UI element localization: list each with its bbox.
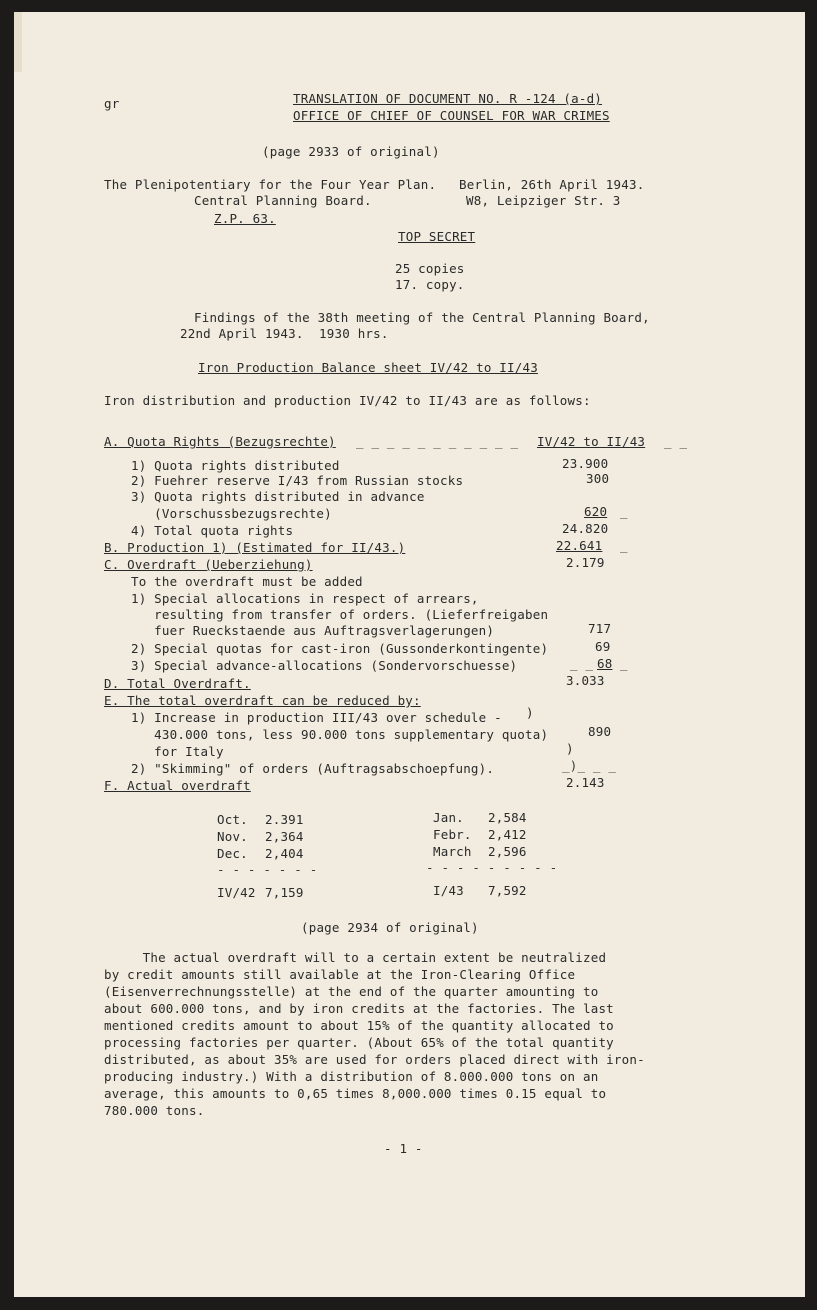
c-item-2-value: 69 xyxy=(595,639,611,654)
office-title: OFFICE OF CHIEF OF COUNSEL FOR WAR CRIMES xyxy=(293,108,610,123)
c-item-2: 2) Special quotas for cast-iron (Gussonderkontingente) xyxy=(131,641,549,656)
left-total-label: IV/42 xyxy=(217,885,256,900)
e-item-1-value: 890 xyxy=(588,724,612,739)
findings-line-2: 22nd April 1943. 1930 hrs. xyxy=(180,326,389,341)
balance-sheet-title: Iron Production Balance sheet IV/42 to II/43 xyxy=(198,360,538,375)
month-dec: Dec. xyxy=(217,846,248,861)
section-f-value: 2.143 xyxy=(566,775,605,790)
section-d-value: 3.033 xyxy=(566,673,605,688)
page-ref-mid: (page 2934 of original) xyxy=(301,920,479,935)
leader-dashes-e2: _)_ _ _ xyxy=(562,758,617,773)
paragraph-line: about 600.000 tons, and by iron credits at the factories. The last xyxy=(104,1001,614,1016)
section-e-label: E. The total overdraft can be reduced by: xyxy=(104,693,421,708)
paper-edge xyxy=(14,12,22,72)
c-intro: To the overdraft must be added xyxy=(131,574,363,589)
letterhead-sender: The Plenipotentiary for the Four Year Plan. xyxy=(104,177,437,192)
paragraph-line: The actual overdraft will to a certain extent be neutralized xyxy=(104,950,607,965)
c-item-1: 1) Special allocations in respect of arrears, xyxy=(131,591,479,606)
leader-dashes-end: _ _ xyxy=(664,434,688,449)
month-mar: March xyxy=(433,844,472,859)
a-item-2-value: 300 xyxy=(586,471,610,486)
letterhead-board: Central Planning Board. xyxy=(194,193,372,208)
a-item-3-value: 620 xyxy=(584,504,608,519)
e-item-2: 2) "Skimming" of orders (Auftragsabschoepfung). xyxy=(131,761,495,776)
right-total-value: 7,592 xyxy=(488,883,527,898)
translation-title: TRANSLATION OF DOCUMENT NO. R -124 (a-d) xyxy=(293,91,603,106)
reference-number: Z.P. 63. xyxy=(214,211,276,226)
typist-initials: gr xyxy=(104,96,120,111)
underline-mark: _ xyxy=(620,538,628,553)
paragraph-line: average, this amounts to 0,65 times 8,000.000 times 0.15 equal to xyxy=(104,1086,607,1101)
month-nov-value: 2,364 xyxy=(265,829,304,844)
paragraph-line: distributed, as about 35% are used for orders placed direct with iron- xyxy=(104,1052,645,1067)
c-item-3-value: 68 xyxy=(597,656,613,671)
month-nov: Nov. xyxy=(217,829,248,844)
letterhead-address: W8, Leipziger Str. 3 xyxy=(466,193,621,208)
month-oct-value: 2.391 xyxy=(265,812,304,827)
paragraph-line: producing industry.) With a distribution of 8.000.000 tons on an xyxy=(104,1069,599,1084)
letterhead-date: Berlin, 26th April 1943. xyxy=(459,177,645,192)
c-item-1-value: 717 xyxy=(588,621,612,636)
leader-dashes: _ _ _ _ _ _ _ _ _ _ _ xyxy=(356,434,519,449)
a-item-1-value: 23.900 xyxy=(562,456,609,471)
section-b-label: B. Production 1) (Estimated for II/43.) xyxy=(104,540,406,555)
month-feb: Febr. xyxy=(433,827,472,842)
c-item-1-cont-2: fuer Rueckstaende aus Auftragsverlagerungen) xyxy=(131,623,495,638)
month-feb-value: 2,412 xyxy=(488,827,527,842)
paragraph-line: (Eisenverrechnungsstelle) at the end of the quarter amounting to xyxy=(104,984,599,999)
paragraph-line: mentioned credits amount to about 15% of the quantity allocated to xyxy=(104,1018,614,1033)
a-item-1: 1) Quota rights distributed xyxy=(131,458,340,473)
a-item-3-cont: (Vorschussbezugsrechte) xyxy=(131,506,332,521)
section-c-label: C. Overdraft (Ueberziehung) xyxy=(104,557,313,572)
month-mar-value: 2,596 xyxy=(488,844,527,859)
leader-dashes-short: _ _ xyxy=(570,656,594,671)
bracket-mark: ) xyxy=(526,705,534,720)
intro-line: Iron distribution and production IV/42 to II/43 are as follows: xyxy=(104,393,591,408)
section-c-value: 2.179 xyxy=(566,555,605,570)
e-item-1: 1) Increase in production III/43 over schedule - xyxy=(131,710,502,725)
page-number: - 1 - xyxy=(384,1141,423,1156)
month-jan: Jan. xyxy=(433,810,464,825)
left-total-value: 7,159 xyxy=(265,885,304,900)
column-header: IV/42 to II/43 xyxy=(537,434,646,449)
page-ref-top: (page 2933 of original) xyxy=(262,144,440,159)
a-item-4: 4) Total quota rights xyxy=(131,523,294,538)
paragraph-line: processing factories per quarter. (About 65% of the total quantity xyxy=(104,1035,614,1050)
paragraph-line: 780.000 tons. xyxy=(104,1103,205,1118)
a-item-2: 2) Fuehrer reserve I/43 from Russian stocks xyxy=(131,473,464,488)
e-item-1-cont-2: for Italy xyxy=(131,744,224,759)
section-f-label: F. Actual overdraft xyxy=(104,778,251,793)
a-item-3: 3) Quota rights distributed in advance xyxy=(131,489,425,504)
underline-mark: _ xyxy=(620,504,628,519)
section-b-value: 22.641 xyxy=(556,538,603,553)
underline-mark: _ xyxy=(620,656,628,671)
month-dec-value: 2,404 xyxy=(265,846,304,861)
c-item-1-cont: resulting from transfer of orders. (Lieferfreigaben xyxy=(131,607,549,622)
findings-line-1: Findings of the 38th meeting of the Central Planning Board, xyxy=(194,310,650,325)
copies-count: 25 copies xyxy=(395,261,465,276)
paragraph-line: by credit amounts still available at the Iron-Clearing Office xyxy=(104,967,576,982)
classification-label: TOP SECRET xyxy=(398,229,476,244)
section-a-label: A. Quota Rights (Bezugsrechte) xyxy=(104,434,336,449)
e-item-1-cont: 430.000 tons, less 90.000 tons supplementary quota) xyxy=(131,727,549,742)
rule-right: - - - - - - - - - xyxy=(426,860,558,875)
a-item-4-value: 24.820 xyxy=(562,521,609,536)
month-oct: Oct. xyxy=(217,812,248,827)
right-total-label: I/43 xyxy=(433,883,464,898)
bracket-mark: ) xyxy=(566,741,574,756)
month-jan-value: 2,584 xyxy=(488,810,527,825)
c-item-3: 3) Special advance-allocations (Sondervorschuesse) xyxy=(131,658,518,673)
rule-left: - - - - - - - xyxy=(217,862,318,877)
copy-number: 17. copy. xyxy=(395,277,465,292)
section-d-label: D. Total Overdraft. xyxy=(104,676,251,691)
